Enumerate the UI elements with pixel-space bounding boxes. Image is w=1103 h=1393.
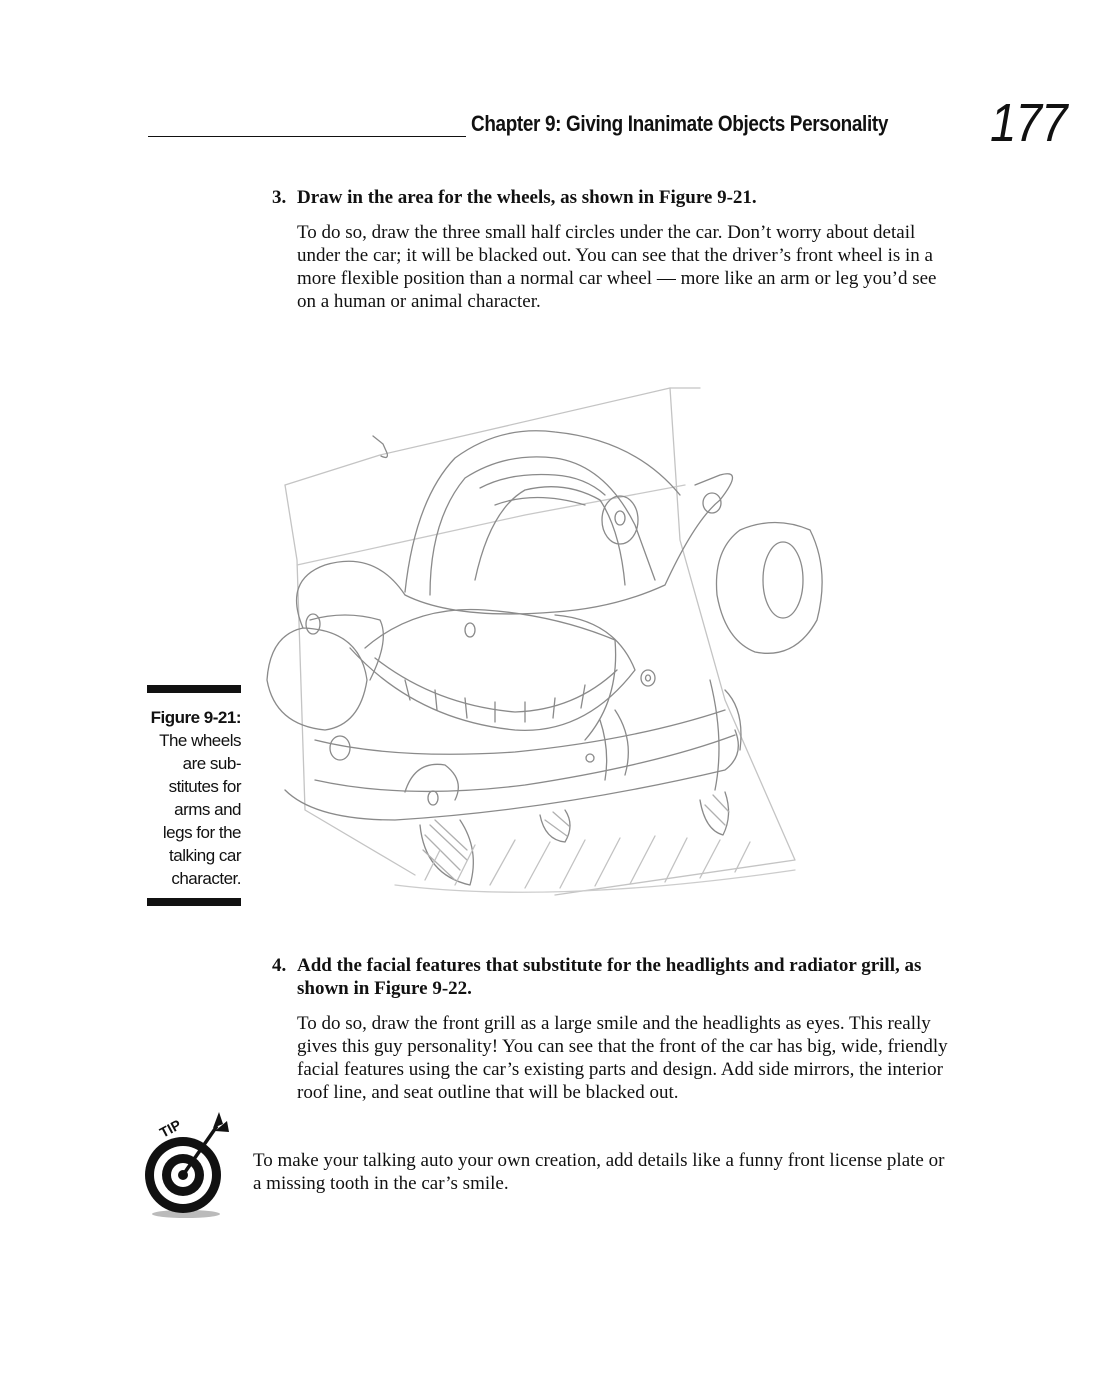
step-body: To do so, draw the front grill as a large smile and the headlights as eyes. This really gives this guy personality! You can see that the front of the car has big, wide, friendly facial features using the car’s existing parts and design. Add side mirrors, the interior roof line, and seat outline that will be blacked out. xyxy=(297,1013,948,1103)
tip-target-icon xyxy=(143,1110,233,1220)
step-body: To do so, draw the three small half circles under the car. Don’t worry about detail under the car; it will be blacked out. You can see that the driver’s front wheel is in a more flexible position than a normal car wheel — more like an arm or leg you’d see on a human or animal character. xyxy=(297,222,937,312)
page-number: 177 xyxy=(990,93,1067,153)
tip-text: To make your talking auto your own creation, add details like a funny front license plate or a missing tooth in the car’s smile. xyxy=(253,1150,945,1194)
step-number: 3. xyxy=(272,187,287,208)
car-sketch-figure xyxy=(255,380,835,910)
chapter-title: Chapter 9: Giving Inanimate Objects Personality xyxy=(471,111,889,136)
step-3 xyxy=(272,186,952,313)
header-rule xyxy=(148,136,466,137)
tip-icon-label: TIP xyxy=(156,1116,184,1141)
step-heading xyxy=(272,954,952,1000)
figure-caption xyxy=(147,706,241,890)
step-heading-text: Draw in the area for the wheels, as shown in Figure 9-21. xyxy=(297,187,757,208)
caption-top-rule xyxy=(147,685,241,693)
step-heading-text: Add the facial features that substitute for the headlights and radiator grill, as shown in Figure 9-22. xyxy=(297,955,922,999)
step-heading xyxy=(272,186,952,209)
figure-caption-text: The wheels are sub-stitutes for arms and legs for the talking car character. xyxy=(159,731,241,888)
step-4 xyxy=(272,954,952,1104)
figure-label: Figure 9-21: xyxy=(150,708,241,727)
caption-bottom-rule xyxy=(147,898,241,906)
step-number: 4. xyxy=(272,955,287,976)
